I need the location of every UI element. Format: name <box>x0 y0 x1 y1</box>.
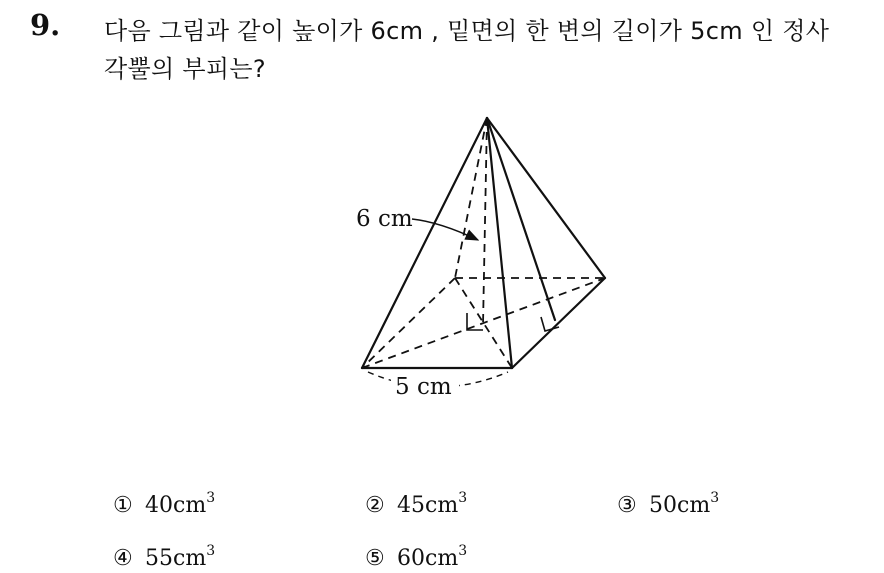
choice-2-mark: ② <box>365 493 385 519</box>
choice-4-mark: ④ <box>113 546 133 572</box>
base-label: 5 cm <box>395 374 452 400</box>
choice-1-mark: ① <box>113 493 133 519</box>
height-label: 6 cm <box>356 206 413 232</box>
choice-5[interactable] <box>365 545 467 571</box>
hidden-edge-apex-back-left <box>455 118 487 278</box>
edge-apex-right <box>487 118 605 278</box>
choice-2-value: $45cm^3$ <box>397 490 468 519</box>
question-number: 9. <box>30 8 61 42</box>
choice-3-mark: ③ <box>617 493 637 519</box>
hidden-height-line <box>483 118 487 325</box>
question-line-1: 다음 그림과 같이 높이가 6cm , 밑면의 한 변의 길이가 5cm 인 정사 <box>104 17 830 45</box>
choice-3-value: $50cm^3$ <box>649 490 720 519</box>
choice-5-value: $60cm^3$ <box>397 543 468 572</box>
height-label-arrow <box>412 219 478 240</box>
choice-3[interactable] <box>617 492 719 518</box>
choice-1-value: $40cm^3$ <box>145 490 216 519</box>
edge-base-right <box>512 278 605 368</box>
hidden-edge-base-left <box>362 278 455 368</box>
choice-4[interactable] <box>113 545 215 571</box>
question-line-2: 각뿔의 부피는? <box>104 55 266 83</box>
choice-5-mark: ⑤ <box>365 546 385 572</box>
choice-4-value: $55cm^3$ <box>145 543 216 572</box>
choice-2[interactable] <box>365 492 467 518</box>
choice-1[interactable] <box>113 492 215 518</box>
